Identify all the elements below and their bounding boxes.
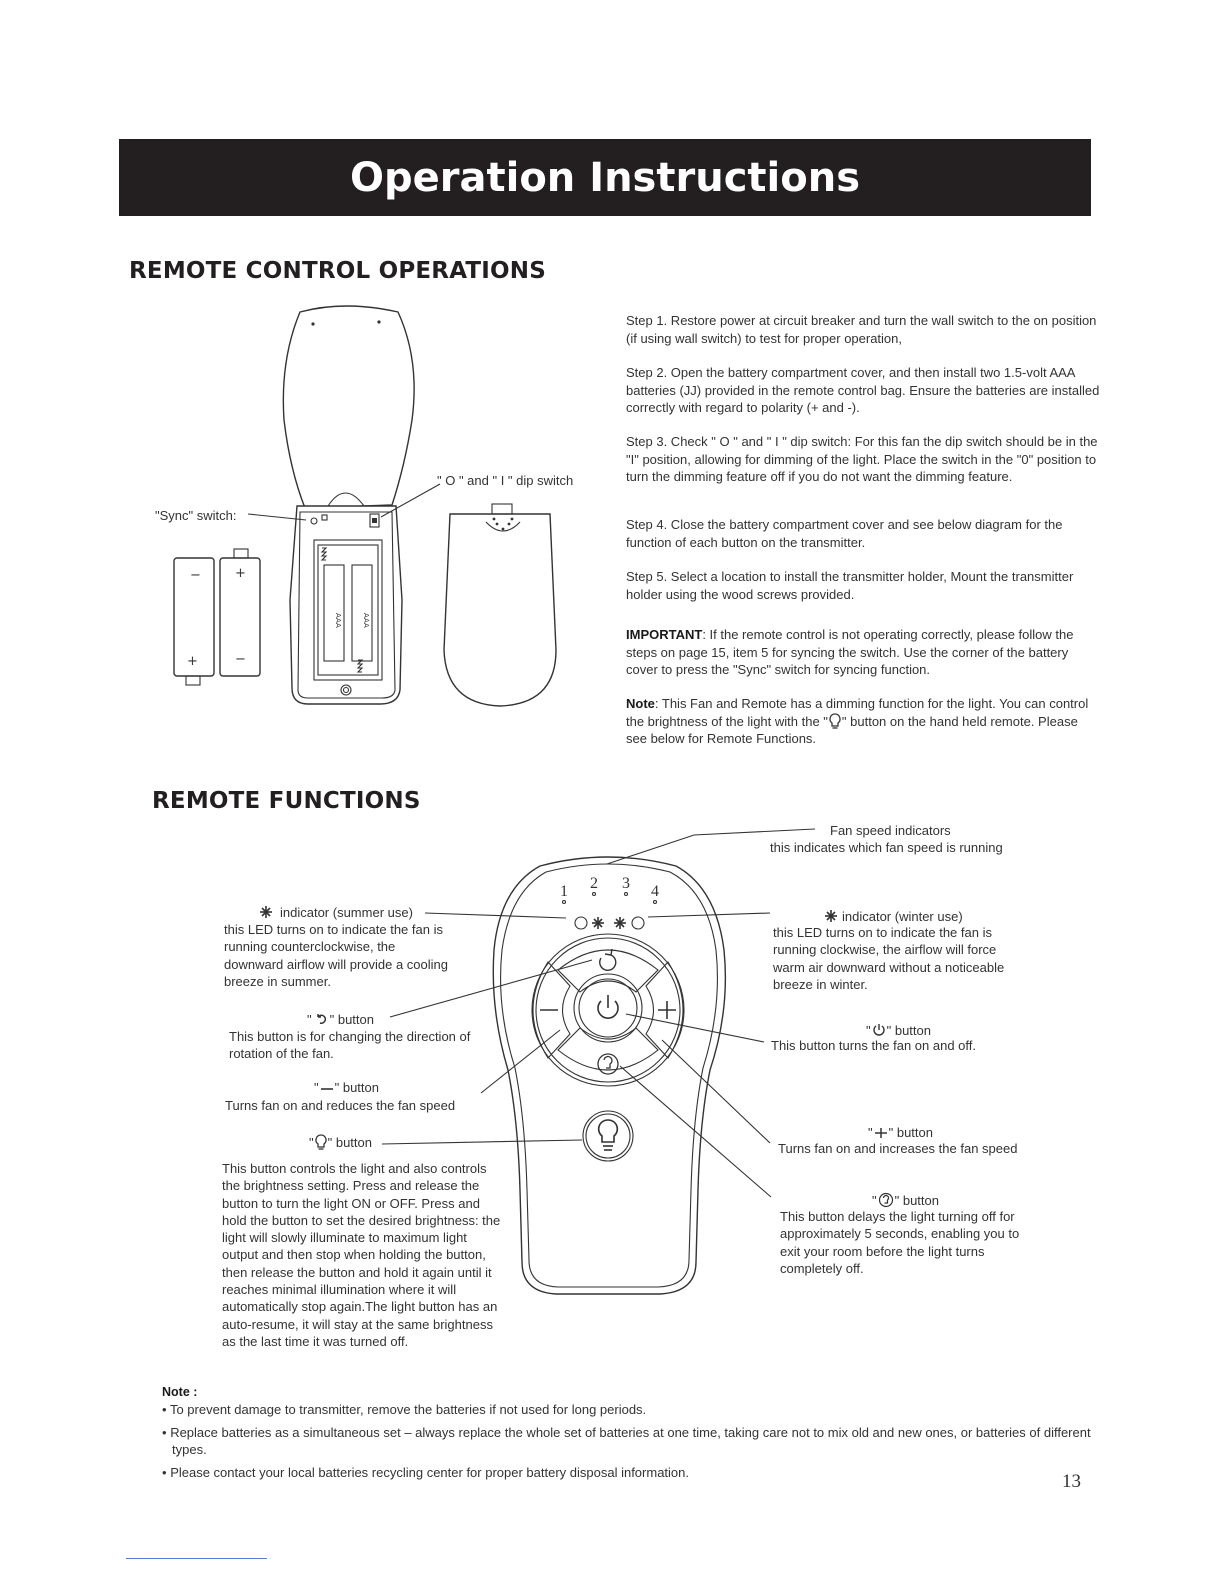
- section-title-remote-functions: REMOTE FUNCTIONS: [152, 788, 421, 814]
- battery-plus-sign: +: [235, 566, 246, 581]
- section-title-remote-control-operations: REMOTE CONTROL OPERATIONS: [129, 258, 547, 284]
- notes-title: Note :: [162, 1385, 198, 1399]
- reverse-icon: [314, 1013, 328, 1025]
- delay-icon: [878, 1192, 894, 1208]
- step-2: Step 2. Open the battery compartment cover, and then install two 1.5-volt AAA batteries (JJ) provided in the remote control bag. Ensure the batteries are installed correctly with regard to polarity (+ and -).: [626, 365, 1100, 415]
- notes-item: • Replace batteries as a simultaneous set – always replace the whole set of batteries at one time, taking care not to mix old and new ones, or batteries of different types.: [162, 1425, 1091, 1457]
- step-4: Step 4. Close the battery compartment cover and see below diagram for the function of each button on the transmitter.: [626, 517, 1063, 550]
- battery-minus-sign: −: [190, 568, 201, 583]
- winter-indicator-icon: [823, 909, 839, 923]
- page-title: Operation Instructions: [350, 154, 860, 201]
- winter-indicator-desc: this LED turns on to indicate the fan is running clockwise, the airflow will force warm air downward without a noticeable breeze in winter.: [773, 925, 1005, 992]
- fan-speed-indicators-desc: this indicates which fan speed is running: [770, 840, 1003, 855]
- note-label: Note: [626, 696, 655, 711]
- step-5: Step 5. Select a location to install the transmitter holder, Mount the transmitter holder using the wood screws provided.: [626, 569, 1074, 602]
- reverse-button-desc: This button is for changing the direction of rotation of the fan.: [229, 1029, 471, 1062]
- light-button-desc: This button controls the light and also controls the brightness setting. Press and release the button to turn the light ON or OFF. Press and hold the button to set the desired brightness: the light will slowly illuminate to maximum light output and then stop when holding the button, then release the button and hold it again until it reaches minimal illumination where it will automatically stop again.The light button has an auto-resume, it will stay at the same brightness as the last time it was turned off.: [222, 1161, 501, 1349]
- plus-button-title: " " button: [868, 1125, 933, 1140]
- important-text: : If the remote control is not operating correctly, please follow the steps on page 15, item 5 for syncing the switch. Use the corner of the battery cover to press the "Sync" switch for syncing function.: [626, 627, 1074, 677]
- minus-icon: [320, 1082, 334, 1092]
- battery-label: AAA: [362, 613, 370, 628]
- step-3: Step 3. Check " O " and " I " dip switch: For this fan the dip switch should be in the "I" position, allowing for dimming of the light. Place the switch in the "0" position to turn the dimming feature off if you do not want the dimming feature.: [626, 434, 1098, 484]
- speed-number: 4: [651, 883, 659, 900]
- dip-switch-label: " O " and " I " dip switch: [437, 473, 574, 488]
- power-button-desc: This button turns the fan on and off.: [771, 1038, 977, 1053]
- battery-minus-sign: −: [235, 652, 246, 667]
- notes-item: • Please contact your local batteries recycling center for proper battery disposal information.: [162, 1465, 690, 1480]
- footer-rule: [126, 1558, 267, 1559]
- battery-label: AAA: [334, 613, 342, 628]
- fan-speed-indicators-title: Fan speed indicators: [830, 823, 951, 838]
- note-text-b: " button on the hand held remote. Please see below for Remote Functions.: [626, 713, 1078, 746]
- notes-item: • To prevent damage to transmitter, remove the batteries if not used for long periods.: [162, 1402, 647, 1417]
- summer-indicator-icon: [258, 905, 274, 919]
- delay-button-title: " " button: [872, 1193, 939, 1208]
- light-bulb-icon: [314, 1134, 328, 1150]
- minus-button-title: " " button: [314, 1080, 379, 1095]
- speed-number: 1: [560, 883, 568, 900]
- battery-plus-sign: +: [187, 654, 198, 669]
- summer-indicator-desc: this LED turns on to indicate the fan is running counterclockwise, the downward airflow will provide a cooling breeze in summer.: [224, 922, 448, 989]
- light-button-title: " " button: [309, 1135, 372, 1150]
- speed-number: 3: [622, 875, 630, 892]
- important-label: IMPORTANT: [626, 627, 703, 642]
- summer-indicator-title: indicator (summer use): [258, 904, 413, 921]
- power-icon: [872, 1023, 886, 1037]
- page-number: 13: [1062, 1471, 1081, 1492]
- step-1: Step 1. Restore power at circuit breaker and turn the wall switch to the on position (if using wall switch) to test for proper operation,: [626, 313, 1097, 346]
- note-text-a: : This Fan and Remote has a dimming function for the light. You can control the brightness of the light with the ": [626, 696, 1089, 729]
- winter-indicator-title: indicator (winter use): [823, 908, 963, 925]
- sync-switch-label: "Sync" switch:: [155, 508, 237, 523]
- reverse-button-title: " " button: [307, 1012, 374, 1027]
- plus-button-desc: Turns fan on and increases the fan speed: [778, 1141, 1018, 1156]
- speed-number: 2: [590, 875, 598, 892]
- power-button-title: " " button: [866, 1023, 931, 1038]
- battery-notes: [162, 1384, 1102, 1487]
- plus-icon: [874, 1127, 888, 1139]
- minus-button-desc: Turns fan on and reduces the fan speed: [225, 1098, 456, 1113]
- delay-button-desc: This button delays the light turning off for approximately 5 seconds, enabling you to exit your room before the light turns completely off.: [780, 1209, 1020, 1276]
